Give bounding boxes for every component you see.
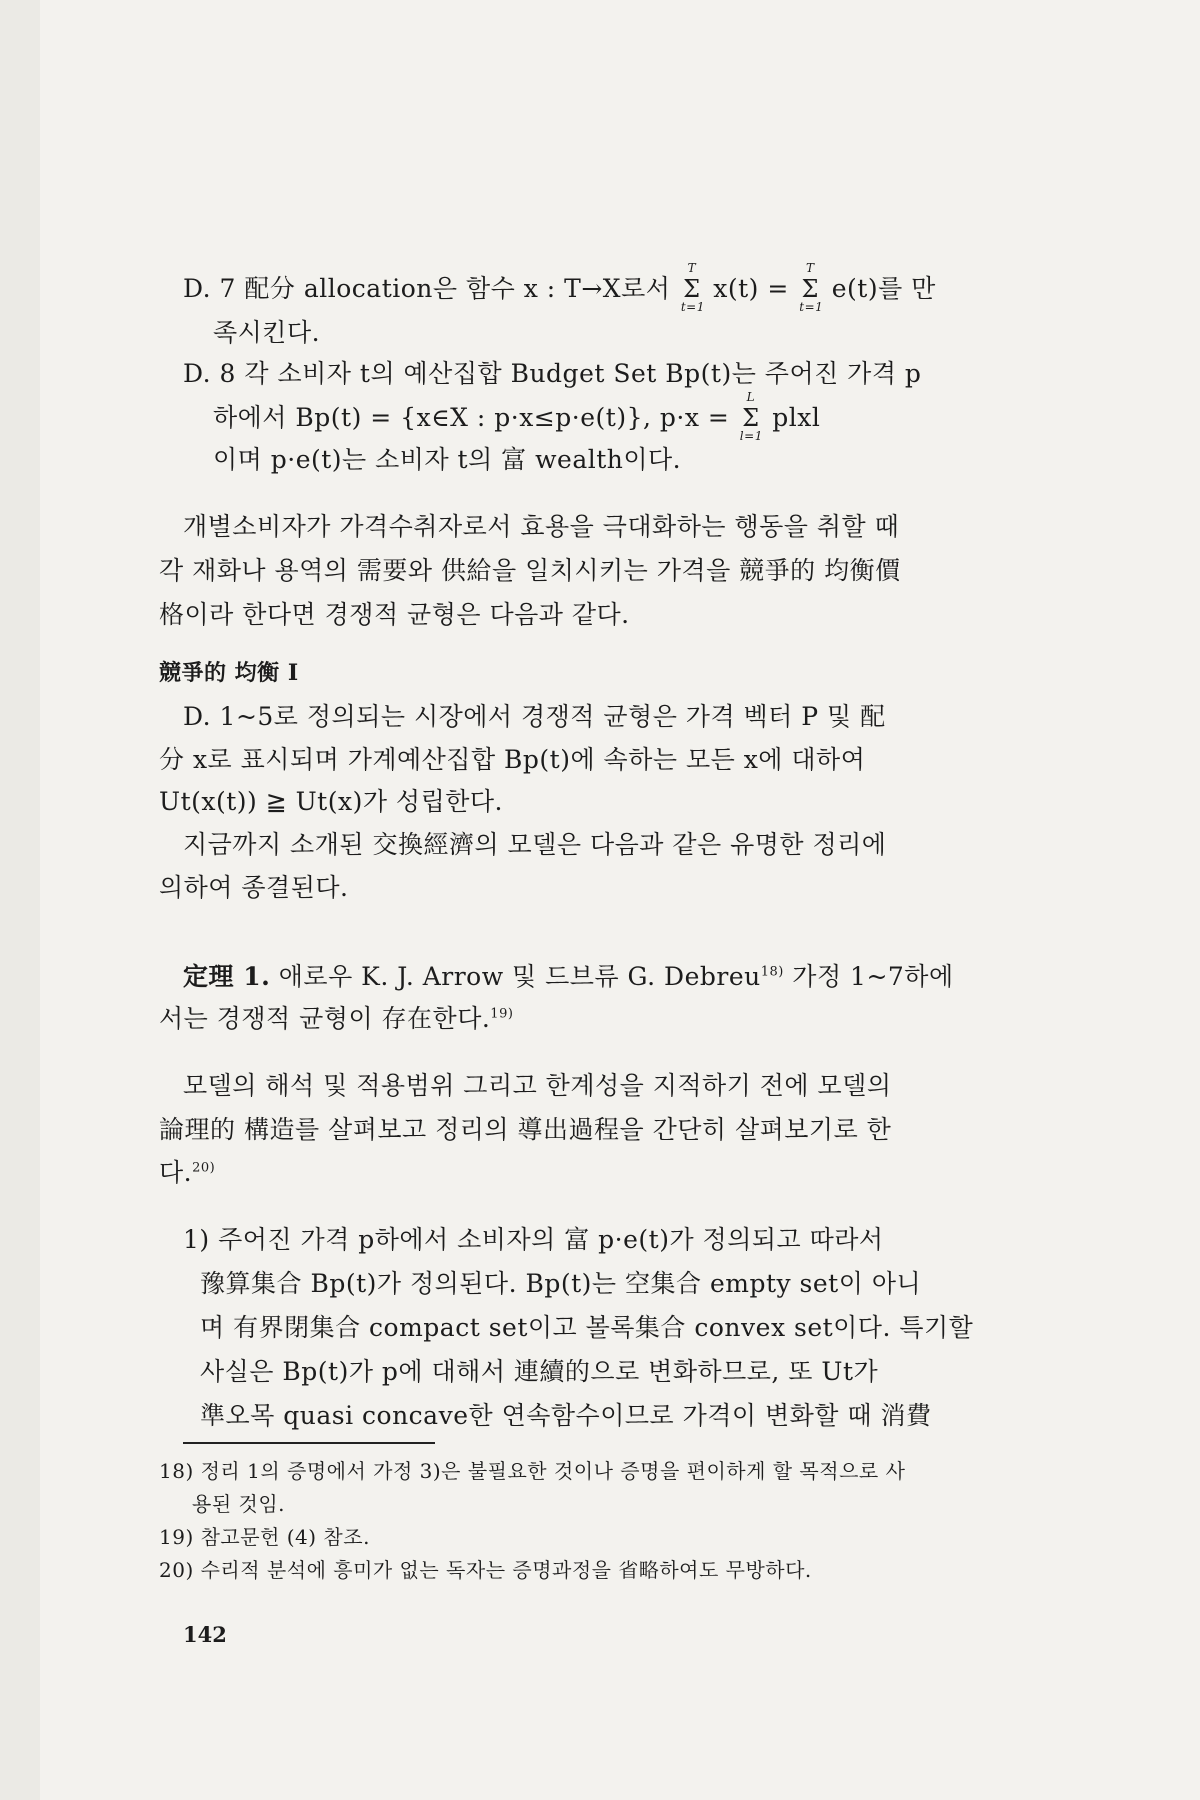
d7-line-2: 족시킨다. bbox=[213, 318, 321, 347]
footnote-ref-19: 19) bbox=[490, 1006, 514, 1022]
d7-sum-1-term: x(t) = bbox=[713, 274, 789, 303]
eq-line-5: 의하여 종결된다. bbox=[159, 873, 349, 902]
theorem-text-1-tail: 가정 1~7하에 bbox=[792, 962, 954, 991]
footnote-18: 18) 정리 1의 증명에서 가정 3)은 불필요한 것이나 증명을 편이하게 할 목적으로 사 bbox=[159, 1459, 906, 1483]
footnote-20: 20) 수리적 분석에 흥미가 없는 독자는 증명과정을 省略하여도 무방하다. bbox=[159, 1558, 812, 1582]
d8-sum-bottom: l=1 bbox=[739, 429, 763, 443]
d7-sum-2-term: e(t)를 만 bbox=[831, 274, 936, 303]
d8-line-2 bbox=[213, 390, 821, 443]
para2-line-2: 論理的 構造를 살펴보고 정리의 導出過程을 간단히 살펴보기로 한 bbox=[159, 1115, 892, 1144]
d7-sum-2-bottom: t=1 bbox=[799, 300, 824, 314]
item1-line-2: 豫算集合 Bp(t)가 정의된다. Bp(t)는 空集合 empty set이 아니 bbox=[200, 1269, 922, 1298]
para1-line-3: 格이라 한다면 경쟁적 균형은 다음과 같다. bbox=[159, 600, 630, 629]
theorem-text-2: 서는 경쟁적 균형이 存在한다. bbox=[159, 1004, 491, 1033]
d7-sum-2 bbox=[799, 261, 824, 314]
section-heading: 競爭的 均衡 I bbox=[159, 660, 299, 686]
page-edge-shadow bbox=[0, 0, 40, 1800]
d8-sum bbox=[739, 390, 763, 443]
theorem-line-1 bbox=[183, 964, 954, 989]
page-number: 142 bbox=[183, 1622, 227, 1647]
item1-line-5: 準오목 quasi concave한 연속함수이므로 가격이 변화할 때 消費 bbox=[200, 1401, 932, 1430]
item1-line-3: 며 有界閉集合 compact set이고 볼록集合 convex set이다. 특기할 bbox=[200, 1313, 974, 1342]
d7-sum-1-bottom: t=1 bbox=[680, 300, 705, 314]
eq-line-2: 分 x로 표시되며 가계예산집합 Bp(t)에 속하는 모든 x에 대하여 bbox=[159, 745, 866, 774]
eq-line-4: 지금까지 소개된 交換經濟의 모델은 다음과 같은 유명한 정리에 bbox=[183, 830, 887, 859]
d8-sum-symbol: Σ bbox=[742, 404, 760, 432]
d8-sum-term: plxl bbox=[772, 403, 821, 432]
theorem-text-1: 애로우 K. J. Arrow 및 드브류 G. Debreu bbox=[278, 962, 761, 991]
theorem-line-2 bbox=[159, 1006, 513, 1031]
d8-line-2-lead: 하에서 Bp(t) = {x∈X : p·x≤p·e(t)}, p·x = bbox=[213, 403, 730, 432]
eq-line-3: Ut(x(t)) ≧ Ut(x)가 성립한다. bbox=[159, 787, 503, 816]
para2-line-3 bbox=[159, 1160, 215, 1185]
d7-sum-2-top: T bbox=[806, 261, 815, 275]
d7-sum-2-symbol: Σ bbox=[801, 275, 820, 303]
para1-line-1: 개별소비자가 가격수취자로서 효용을 극대화하는 행동을 취할 때 bbox=[183, 512, 900, 541]
para1-line-2: 각 재화나 용역의 需要와 供給을 일치시키는 가격을 競爭的 均衡價 bbox=[159, 556, 901, 585]
d8-line-3: 이며 p·e(t)는 소비자 t의 富 wealth이다. bbox=[213, 445, 682, 474]
footnote-18-cont: 용된 것임. bbox=[192, 1492, 285, 1516]
d7-line-1 bbox=[183, 261, 936, 314]
footnote-19: 19) 참고문헌 (4) 참조. bbox=[159, 1525, 370, 1549]
d7-sum-1 bbox=[680, 261, 705, 314]
d7-sum-1-symbol: Σ bbox=[683, 275, 701, 303]
d7-lead: D. 7 配分 allocation은 함수 x : T→X로서 bbox=[183, 274, 671, 303]
eq-line-1: D. 1~5로 정의되는 시장에서 경쟁적 균형은 가격 벡터 P 및 配 bbox=[183, 702, 886, 731]
item1-line-4: 사실은 Bp(t)가 p에 대해서 連續的으로 변화하므로, 또 Ut가 bbox=[200, 1357, 879, 1386]
d8-line-1: D. 8 각 소비자 t의 예산집합 Budget Set Bp(t)는 주어진 가격 p bbox=[183, 359, 922, 388]
d8-sum-top: L bbox=[746, 390, 756, 404]
footnote-ref-18: 18) bbox=[760, 964, 784, 980]
theorem-label: 定理 1. bbox=[183, 962, 271, 991]
footnote-ref-20: 20) bbox=[192, 1160, 216, 1176]
item1-line-1: 1) 주어진 가격 p하에서 소비자의 富 p·e(t)가 정의되고 따라서 bbox=[183, 1225, 884, 1254]
d7-sum-1-top: T bbox=[687, 261, 697, 275]
para2-line-1: 모델의 해석 및 적용범위 그리고 한계성을 지적하기 전에 모델의 bbox=[183, 1071, 892, 1100]
footnote-rule bbox=[183, 1442, 435, 1444]
para2-line-3-text: 다. bbox=[159, 1158, 193, 1187]
